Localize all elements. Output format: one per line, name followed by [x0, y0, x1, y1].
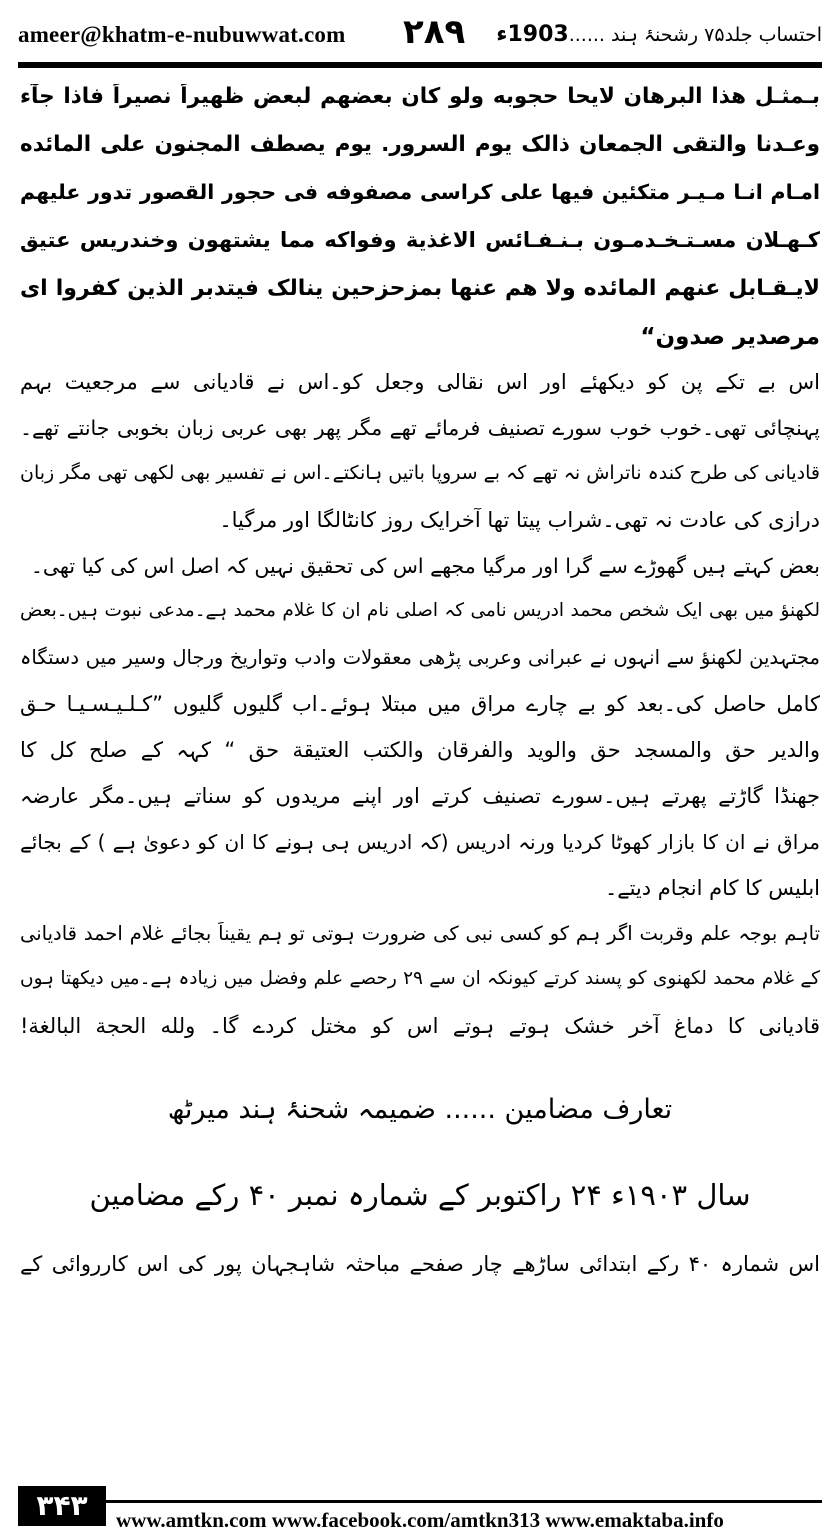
page-header [18, 12, 822, 54]
urdu-line: قادیانی کا دماغ آخر خشک ہوتے ہوتے اس کو مختل کردے گا۔ ولله الحجة البالغة! [20, 1014, 820, 1038]
urdu-line: پہنچائی تھی۔خوب خوب سورے تصنیف فرمائے تھے مگر پھر بھی عربی زبان بخوبی جانتے تھے۔ [20, 416, 820, 440]
header-title-text: احتساب جلد۷۵ رشحنۂ ہند ...... [568, 24, 822, 46]
arabic-line: بـمثـل هذا البرهان لايحا حجوبه ولو كان بعضهم لبعض ظهيراً نصيراً فاذا جآء [20, 84, 820, 109]
footer-rule [18, 1500, 822, 1503]
urdu-line: اس بے تکے پن کو دیکھئے اور اس نقالی وجعل کو۔اس نے قادیانی سے مرجعیت بہم [20, 370, 820, 394]
footer-page-box: ۳۴۳ [18, 1486, 106, 1526]
header-title [496, 22, 822, 47]
urdu-line: قادیانی کی طرح کندہ ناتراش نہ تھے کہ بے سروپا باتیں ہانکتے۔اس نے تفسیر بھی لکھی تھی مگر زبان [20, 462, 820, 484]
urdu-line: ابلیس کا کام انجام دیتے۔ [604, 876, 820, 900]
arabic-line: لايـقـابل عنهم المائده ولا هم عنها بمزحزحين ينالک فيتدبر الذين كفروا اى [20, 276, 820, 301]
urdu-line: مراق نے ان کا بازار کھوٹا کردیا ورنہ ادریس (کہ ادریس ہی ہونے کا ان کو دعویٰ ہے ) کے بجائے [20, 830, 820, 854]
arabic-line: مرصدير صدون“ [640, 324, 820, 350]
section-heading: تعارف مضامین ...... ضمیمہ شحنۂ ہند میرٹھ [167, 1094, 673, 1125]
urdu-line: درازی کی عادت نہ تھی۔شراب پیتا تھا آخرایک روز کانٹالگا اور مرگیا۔ [219, 508, 820, 532]
arabic-line: كـهـلان مسـتـخـدمـون بـنـفـائس الاغذية وفواكه مما يشتهون وخندريس عتيق [20, 228, 820, 252]
urdu-line: اس شمارہ ۴۰ رکے ابتدائی ساڑھے چار صفحے مباحثہ شاہجہان پور کی اس کارروائی کے [20, 1252, 820, 1276]
arabic-line: وعـدنا والتقى الجمعان ذالک يوم السرور. يوم يصطف المجنون على المائده [20, 132, 820, 157]
urdu-line: کے غلام محمد لکھنوی کو پسند کرتے کیونکہ ان سے ۲۹ رحصے علم وفضل میں زیادہ ہے۔میں دیکھتا ہوں [20, 968, 820, 989]
urdu-line: مجتہدین لکھنؤ سے انہوں نے عبرانی وعربی پڑھی معقولات وادب وتواریخ ورجال وسیر میں دستگاہ [20, 646, 820, 669]
urdu-line: تاہم بوجہ علم وقربت اگر ہم کو کسی نبی کی ضرورت ہوتی تو ہم یقیناً بجائے غلام احمد قادیانی [20, 922, 820, 945]
urdu-line: بعض کہتے ہیں گھوڑے سے گرا اور مرگیا مجھے اس کی تحقیق نہیں کہ اصل اس کی کیا تھی۔ [30, 554, 820, 578]
urdu-line: لکھنؤ میں بھی ایک شخص محمد ادریس نامی کہ اصلی نام ان کا غلام محمد ہے۔مدعی نبوت ہیں۔بعض [20, 600, 820, 621]
arabic-line: امـام انـا مـيـر متكئين فيها على كراسى مصفوفه فى حجور القصور تدور عليهم [20, 180, 820, 204]
header-year: 1903ء [496, 22, 569, 47]
sub-heading: سال ۱۹۰۳ء ۲۴ راکتوبر کے شمارہ نمبر ۴۰ رکے مضامین [89, 1178, 751, 1212]
header-email: ameer@khatm-e-nubuwwat.com [18, 22, 346, 47]
urdu-line: والدير حق والمسجد حق والويد والفرقان والكتب العتيقة حق “ کہہ کے صلح کل کا [20, 738, 820, 762]
header-page-number: ۲۸۹ [403, 12, 466, 52]
urdu-line: جھنڈا گاڑتے پھرتے ہیں۔سورے تصنیف کرتے اور اپنے مریدوں کو سناتے ہیں۔مگر عارضہ [20, 784, 820, 808]
urdu-line: کامل حاصل کی۔بعد کو بے چارے مراق میں مبتلا ہوئے۔اب گلیوں گلیوں ”کـلـیـسـیـا حـق [20, 692, 820, 716]
footer-links: www.amtkn.com www.facebook.com/amtkn313 www.emaktaba.info [116, 1508, 724, 1532]
header-rule [18, 62, 822, 68]
